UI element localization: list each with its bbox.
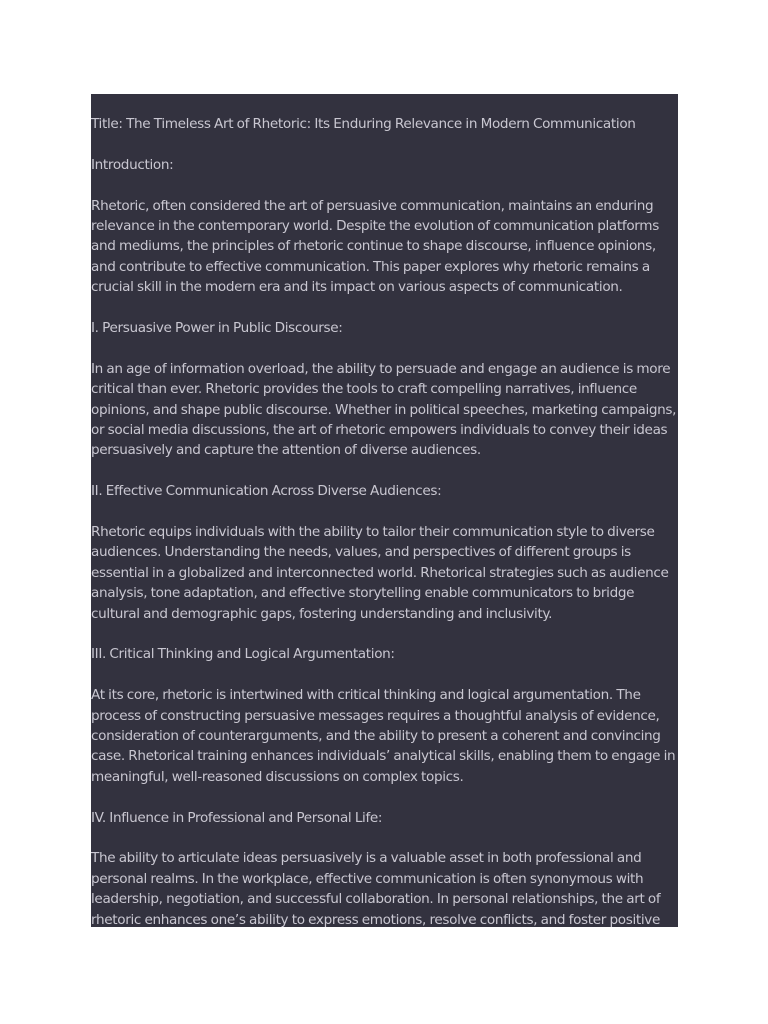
section-heading-3: III. Critical Thinking and Logical Argumentation:	[91, 646, 395, 663]
section-heading-4: IV. Influence in Professional and Personal Life:	[91, 809, 383, 826]
section-body-3: At its core, rhetoric is intertwined with critical thinking and logical argumentation. The process of constructing persuasive messages requires a thoughtful analysis of evidence, consideration of counterarguments, and the ability to present a coherent and convincing case. Rhetorical training enhances individuals’ analytical skills, enabling them to engage in meaningful, well-reasoned discussions on complex topics.	[91, 687, 676, 785]
section-heading-2: II. Effective Communication Across Diverse Audiences:	[91, 483, 442, 500]
section-body-4: The ability to articulate ideas persuasively is a valuable asset in both professional and personal realms. In the workplace, effective communication is often synonymous with leadership, negotiation, and successful collaboration. In personal relationships, the art of rhetoric enhances one’s ability to express emotions, resolve conflicts, and foster positive	[91, 850, 661, 927]
document-panel	[91, 94, 678, 927]
section-heading-1: I. Persuasive Power in Public Discourse:	[91, 320, 343, 337]
document-text	[91, 114, 678, 927]
introduction-body: Rhetoric, often considered the art of persuasive communication, maintains an enduring relevance in the contemporary world. Despite the evolution of communication platforms and mediums, the principles of rhetoric continue to shape discourse, influence opinions, and contribute to effective communication. This paper explores why rhetoric remains a crucial skill in the modern era and its impact on various aspects of communication.	[91, 197, 659, 296]
introduction-heading: Introduction:	[91, 156, 174, 173]
document-title: Title: The Timeless Art of Rhetoric: Its Enduring Relevance in Modern Communication	[91, 116, 636, 132]
section-body-2: Rhetoric equips individuals with the ability to tailor their communication style to diverse audiences. Understanding the needs, values, and perspectives of different groups is essential in a globalized and interconnected world. Rhetorical strategies such as audience analysis, tone adaptation, and effective storytelling enable communicators to bridge cultural and demographic gaps, fostering understanding and inclusivity.	[91, 524, 669, 622]
section-body-1: In an age of information overload, the ability to persuade and engage an audience is more critical than ever. Rhetoric provides the tools to craft compelling narratives, influence opinions, and shape public discourse. Whether in political speeches, marketing campaigns, or social media discussions, the art of rhetoric empowers individuals to convey their ideas persuasively and capture the attention of diverse audiences.	[91, 360, 677, 459]
